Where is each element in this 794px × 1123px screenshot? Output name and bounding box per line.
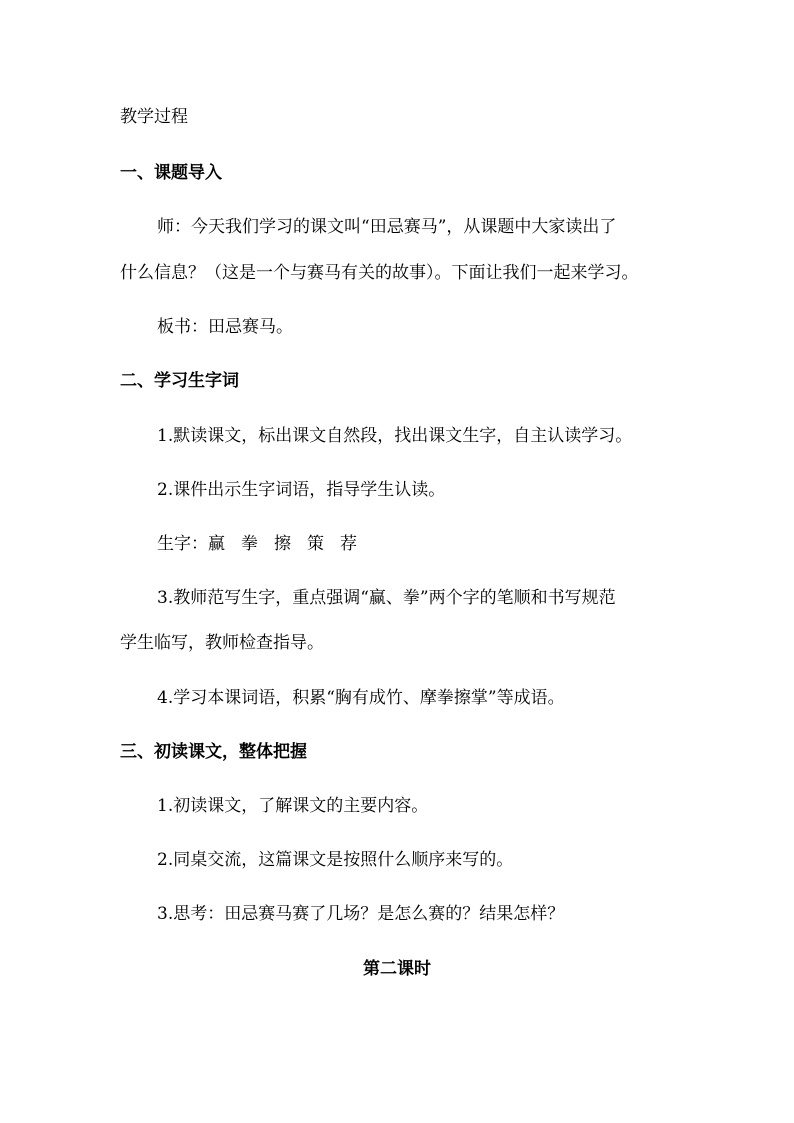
section-heading-intro: 一、课题导入 [120,163,222,183]
character: 拳 [241,534,258,554]
section-heading-vocabulary: 二、学习生字词 [120,371,239,391]
new-characters-line [157,533,373,555]
character: 荐 [340,534,357,554]
character: 赢 [208,534,225,554]
new-characters-label: 生字： [157,534,208,554]
list-item: 3.思考：田忌赛马赛了几场？是怎么赛的？结果怎样？ [157,904,565,924]
list-item: 4.学习本课词语，积累“胸有成竹、摩拳擦掌”等成语。 [157,688,565,708]
paragraph-line: 师：今天我们学习的课文叫“田忌赛马”，从课题中大家读出了 [157,217,617,237]
list-item: 2.课件出示生字词语，指导学生认读。 [157,480,446,500]
document-title: 教学过程 [120,107,188,127]
section-heading-reading: 三、初读课文，整体把握 [120,742,307,762]
list-item: 1.默读课文，标出课文自然段，找出课文生字，自主认读学习。 [157,426,633,446]
list-item: 2.同桌交流，这篇课文是按照什么顺序来写的。 [157,850,514,870]
list-item-continuation: 学生临写，教师检查指导。 [120,633,324,653]
character: 擦 [274,534,291,554]
paragraph-line: 什么信息？（这是一个与赛马有关的故事）。下面让我们一起来学习。 [120,263,639,283]
list-item: 1.初读课文，了解课文的主要内容。 [157,796,429,816]
character: 策 [307,534,324,554]
lesson-subtitle: 第二课时 [363,959,431,979]
board-writing: 板书：田忌赛马。 [157,317,293,337]
list-item: 3.教师范写生字，重点强调“赢、拳”两个字的笔顺和书写规范 [157,588,616,608]
